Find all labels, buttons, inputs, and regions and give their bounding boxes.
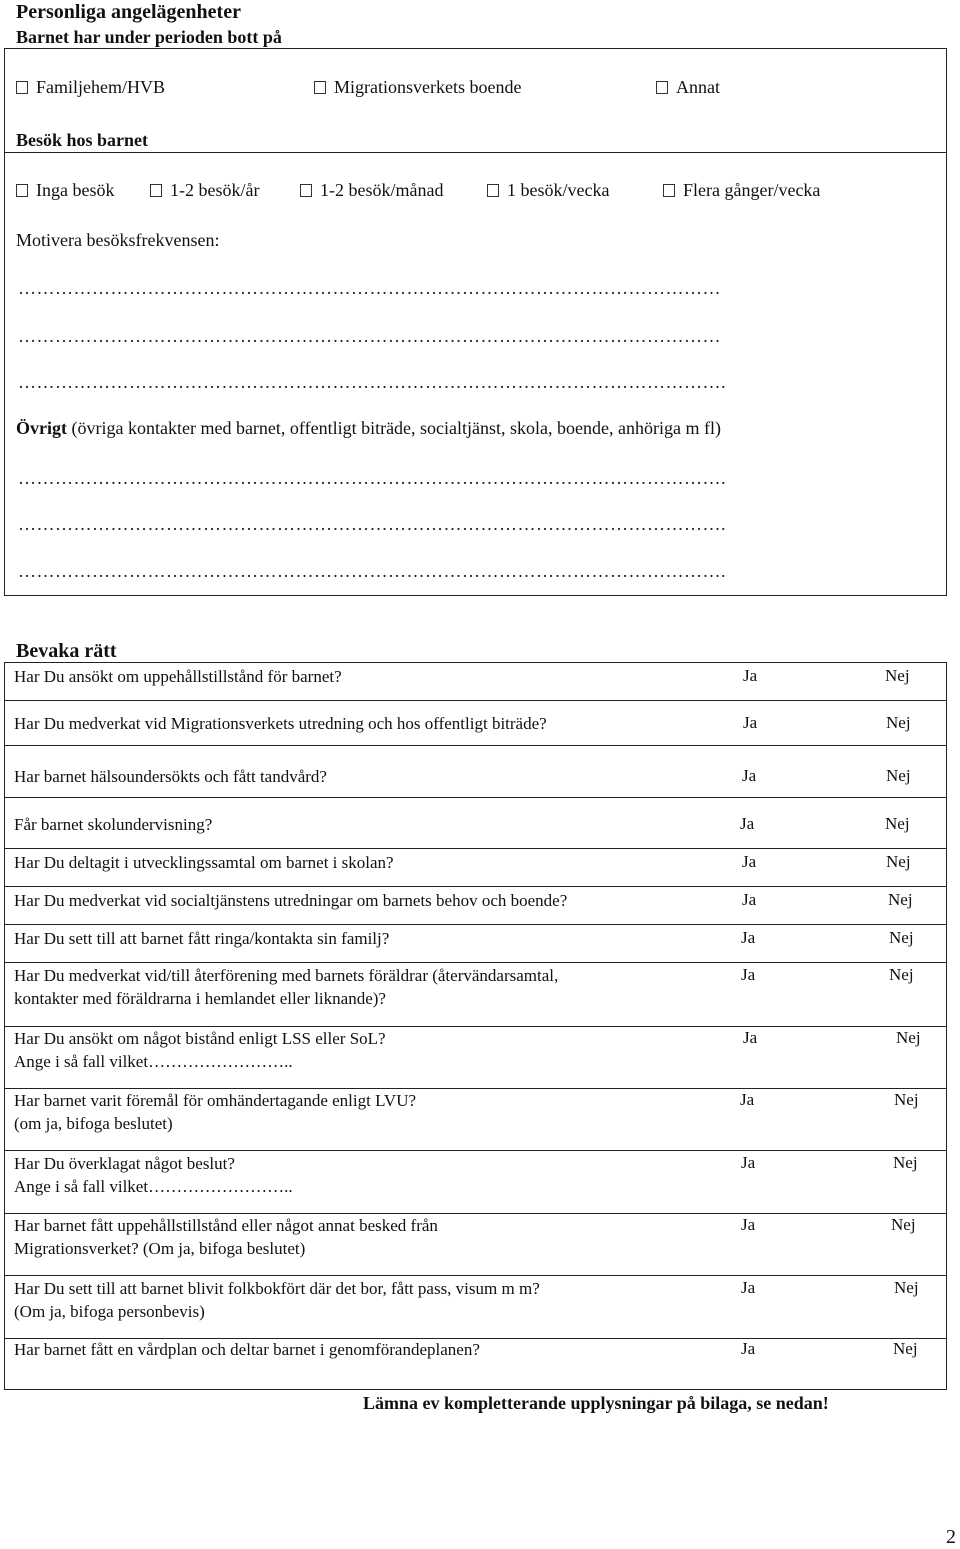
rights-question — [14, 964, 558, 1010]
visit-option-per-week[interactable] — [487, 180, 609, 201]
answer-no[interactable]: Nej — [886, 852, 911, 871]
row-divider — [4, 962, 947, 963]
other-label-rest: (övriga kontakter med barnet, offentligt biträde, socialtjänst, skola, boende, anhöriga m fl) — [67, 418, 721, 438]
page-number: 2 — [946, 1526, 956, 1548]
answer-yes[interactable]: Ja — [743, 1028, 758, 1047]
answer-yes[interactable]: Ja — [741, 928, 756, 947]
option-label: 1-2 besök/månad — [320, 180, 444, 200]
option-label: 1-2 besök/år — [170, 180, 260, 200]
question-text: Har barnet varit föremål för omhändertagande enligt LVU? — [14, 1091, 417, 1110]
other-label-bold: Övrigt — [16, 418, 67, 438]
question-text: Har Du sett till att barnet blivit folkbokfört där det bor, fått pass, visum m m? — [14, 1279, 540, 1298]
rights-question — [14, 1277, 540, 1323]
checkbox-icon[interactable] — [300, 184, 312, 197]
rights-question — [14, 1214, 438, 1260]
other-line[interactable]: ……………………………………………………………………………………………………. — [18, 468, 726, 488]
answer-yes[interactable]: Ja — [740, 814, 755, 833]
checkbox-icon[interactable] — [314, 81, 326, 94]
rights-question — [14, 889, 567, 912]
rights-question — [14, 851, 394, 874]
answer-no[interactable]: Nej — [894, 1278, 919, 1297]
rights-question — [14, 1027, 386, 1073]
question-text: Får barnet skolundervisning? — [14, 815, 213, 834]
question-text: Ange i så fall vilket…………………….. — [14, 1177, 293, 1196]
answer-no[interactable]: Nej — [886, 766, 911, 785]
question-text: (om ja, bifoga beslutet) — [14, 1114, 173, 1133]
question-text: Har Du medverkat vid socialtjänstens utredningar om barnets behov och boende? — [14, 891, 568, 910]
answer-no[interactable]: Nej — [889, 965, 914, 984]
rights-question — [14, 665, 342, 688]
question-text: (Om ja, bifoga personbevis) — [14, 1302, 205, 1321]
option-label: Familjehem/HVB — [36, 77, 165, 97]
row-divider — [4, 797, 947, 798]
rights-question — [14, 765, 327, 788]
answer-no[interactable]: Nej — [885, 814, 910, 833]
other-contacts-label — [16, 418, 721, 439]
footer-note: Lämna ev kompletterande upplysningar på bilaga, se nedan! — [363, 1393, 829, 1413]
rights-question — [14, 927, 389, 950]
question-text: Har Du ansökt om uppehållstillstånd för barnet? — [14, 667, 342, 686]
answer-no[interactable]: Nej — [894, 1090, 919, 1109]
answer-yes[interactable]: Ja — [741, 1339, 756, 1358]
option-label: Migrationsverkets boende — [334, 77, 522, 97]
row-divider — [4, 745, 947, 746]
motivate-line[interactable]: ……………………………………………………………………………………………………. — [18, 372, 726, 392]
answer-no[interactable]: Nej — [888, 890, 913, 909]
divider — [4, 152, 947, 153]
visit-option-none[interactable] — [16, 180, 114, 201]
housing-option-migration-agency[interactable] — [314, 77, 521, 98]
answer-no[interactable]: Nej — [891, 1215, 916, 1234]
row-divider — [4, 700, 947, 701]
answer-yes[interactable]: Ja — [743, 713, 758, 732]
answer-no[interactable]: Nej — [885, 666, 910, 685]
option-label: 1 besök/vecka — [507, 180, 610, 200]
answer-yes[interactable]: Ja — [743, 666, 758, 685]
motivate-label: Motivera besöksfrekvensen: — [16, 230, 220, 250]
question-text: Har Du medverkat vid/till återförening med barnets föräldrar (återvändarsamtal, — [14, 966, 559, 985]
housing-question: Barnet har under perioden bott på — [16, 27, 282, 47]
question-text: Migrationsverket? (Om ja, bifoga beslutet) — [14, 1239, 306, 1258]
housing-option-family-home[interactable] — [16, 77, 165, 98]
checkbox-icon[interactable] — [16, 184, 28, 197]
row-divider — [4, 848, 947, 849]
question-text: Har barnet fått uppehållstillstånd eller något annat besked från — [14, 1216, 438, 1235]
visit-option-per-month[interactable] — [300, 180, 443, 201]
answer-yes[interactable]: Ja — [742, 852, 757, 871]
option-label: Flera gånger/vecka — [683, 180, 821, 200]
answer-yes[interactable]: Ja — [741, 1278, 756, 1297]
answer-yes[interactable]: Ja — [741, 965, 756, 984]
option-label: Annat — [676, 77, 720, 97]
answer-yes[interactable]: Ja — [741, 1215, 756, 1234]
answer-no[interactable]: Nej — [886, 713, 911, 732]
row-divider — [4, 1150, 947, 1151]
answer-yes[interactable]: Ja — [740, 1090, 755, 1109]
visit-option-several-weekly[interactable] — [663, 180, 820, 201]
question-text: Ange i så fall vilket…………………….. — [14, 1052, 293, 1071]
visit-option-per-year[interactable] — [150, 180, 259, 201]
question-text: Har barnet fått en vårdplan och deltar barnet i genomförandeplanen? — [14, 1340, 480, 1359]
checkbox-icon[interactable] — [487, 184, 499, 197]
rights-question — [14, 1089, 416, 1135]
question-text: Har Du medverkat vid Migrationsverkets utredning och hos offentligt biträde? — [14, 714, 547, 733]
checkbox-icon[interactable] — [656, 81, 668, 94]
question-text: Har Du deltagit i utvecklingssamtal om barnet i skolan? — [14, 853, 394, 872]
visits-heading: Besök hos barnet — [16, 130, 149, 150]
question-text: kontakter med föräldrarna i hemlandet eller liknande)? — [14, 989, 386, 1008]
question-text: Har Du sett till att barnet fått ringa/kontakta sin familj? — [14, 929, 390, 948]
row-divider — [4, 1275, 947, 1276]
question-text: Har Du överklagat något beslut? — [14, 1154, 235, 1173]
rights-question — [14, 1152, 293, 1198]
section-title-guard-rights: Bevaka rätt — [16, 640, 117, 662]
answer-yes[interactable]: Ja — [742, 890, 757, 909]
checkbox-icon[interactable] — [150, 184, 162, 197]
answer-no[interactable]: Nej — [896, 1028, 921, 1047]
answer-no[interactable]: Nej — [889, 928, 914, 947]
section-title-personal-affairs: Personliga angelägenheter — [16, 1, 241, 23]
checkbox-icon[interactable] — [663, 184, 675, 197]
other-line[interactable]: ……………………………………………………………………………………………………. — [18, 561, 726, 581]
row-divider — [4, 886, 947, 887]
answer-yes[interactable]: Ja — [741, 1153, 756, 1172]
rights-question — [14, 1338, 480, 1361]
answer-no[interactable]: Nej — [893, 1153, 918, 1172]
option-label: Inga besök — [36, 180, 115, 200]
motivate-line[interactable]: …………………………………………………………………………………………………… — [18, 326, 721, 346]
rights-question — [14, 712, 547, 735]
answer-no[interactable]: Nej — [893, 1339, 918, 1358]
question-text: Har Du ansökt om något bistånd enligt LSS eller SoL? — [14, 1029, 386, 1048]
housing-option-other[interactable] — [656, 77, 720, 98]
other-line[interactable]: ……………………………………………………………………………………………………. — [18, 514, 726, 534]
answer-yes[interactable]: Ja — [742, 766, 757, 785]
question-text: Har barnet hälsoundersökts och fått tandvård? — [14, 767, 327, 786]
row-divider — [4, 924, 947, 925]
motivate-line[interactable]: …………………………………………………………………………………………………… — [18, 278, 721, 298]
checkbox-icon[interactable] — [16, 81, 28, 94]
rights-question — [14, 813, 212, 836]
